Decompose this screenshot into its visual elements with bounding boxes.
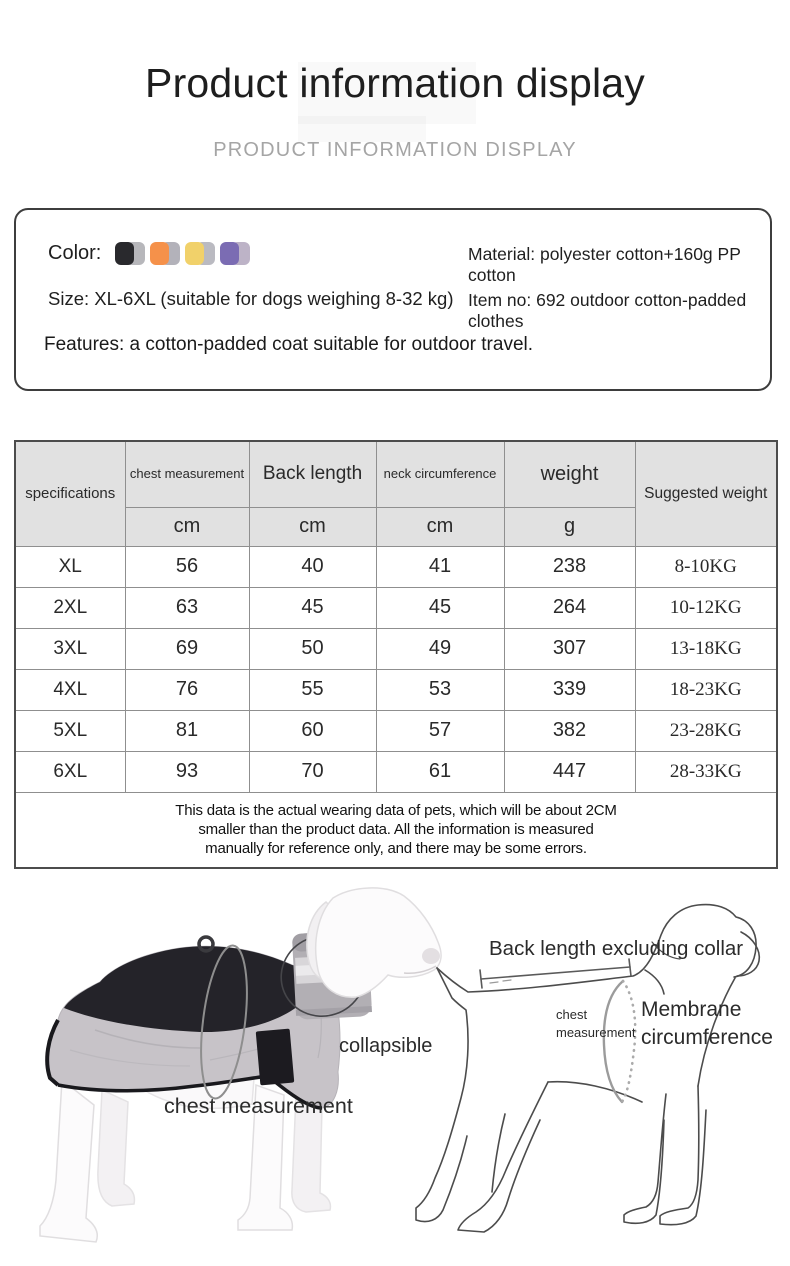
- back-length-cell: 50: [249, 628, 376, 669]
- neck-cell: 41: [376, 546, 504, 587]
- neck-cell: 45: [376, 587, 504, 628]
- back-length-cell: 60: [249, 710, 376, 751]
- chest-cell: 81: [125, 710, 249, 751]
- chest-girth-solid-arc: [604, 981, 623, 1102]
- back-length-cell: 55: [249, 669, 376, 710]
- dog-outline-front-leg: [660, 1086, 706, 1225]
- page-subtitle: PRODUCT INFORMATION DISPLAY: [213, 139, 577, 161]
- back-length-measure-line: [481, 967, 630, 979]
- color-swatches: [115, 242, 250, 265]
- color-swatch-black: [115, 242, 145, 265]
- dog-outline-belly: [548, 1082, 642, 1102]
- color-swatch-purple: [220, 242, 250, 265]
- weight-cell: 339: [504, 669, 635, 710]
- suggested-weight-cell: 23-28KG: [635, 710, 777, 751]
- chest-cell: 56: [125, 546, 249, 587]
- unit-cell-cm: cm: [249, 507, 376, 546]
- chest-cell: 93: [125, 751, 249, 792]
- label-membrane-line2: circumference: [641, 1026, 773, 1049]
- size-cell: 2XL: [15, 587, 125, 628]
- size-text: Size: XL-6XL (suitable for dogs weighing 8-32 kg): [48, 288, 454, 309]
- neck-cell: 57: [376, 710, 504, 751]
- swatch-left-half: [185, 242, 204, 265]
- size-cell: 3XL: [15, 628, 125, 669]
- dog-outline-collar-arc: [645, 970, 664, 994]
- dog-photo-illustration: [40, 888, 441, 1242]
- table-note-text: [16, 801, 776, 858]
- label-chest-measurement: chest measurement: [164, 1094, 353, 1118]
- measure-tick-right: [629, 959, 631, 976]
- dog-head: [316, 888, 441, 997]
- col-header-suggested-weight: Suggested weight: [635, 441, 777, 546]
- unit-cell-cm: cm: [125, 507, 249, 546]
- table-header-row-1: [15, 441, 777, 507]
- table-row-xl: [15, 546, 777, 587]
- swatch-left-half: [220, 242, 239, 265]
- suggested-weight-cell: 18-23KG: [635, 669, 777, 710]
- suggested-weight-cell: 10-12KG: [635, 587, 777, 628]
- dog-outline-hind-leg-far: [492, 1114, 505, 1192]
- size-cell: 6XL: [15, 751, 125, 792]
- weight-cell: 307: [504, 628, 635, 669]
- item-number-text: Item no: 692 outdoor cotton-padded clothes: [468, 290, 747, 332]
- size-cell: XL: [15, 546, 125, 587]
- chest-cell: 76: [125, 669, 249, 710]
- weight-cell: 447: [504, 751, 635, 792]
- weight-cell: 238: [504, 546, 635, 587]
- label-membrane-line1: Membrane: [641, 998, 742, 1021]
- material-text: Material: polyester cotton+160g PP cotton: [468, 244, 741, 286]
- weight-cell: 382: [504, 710, 635, 751]
- page-title: Product information display: [145, 60, 645, 106]
- label-back-length: Back length excluding collar: [489, 937, 744, 960]
- col-header-weight: weight: [504, 441, 635, 507]
- table-row-3xl: [15, 628, 777, 669]
- color-row: [48, 242, 250, 265]
- label-collapsible: collapsible: [339, 1035, 433, 1057]
- suggested-weight-cell: 13-18KG: [635, 628, 777, 669]
- size-cell: 4XL: [15, 669, 125, 710]
- features-text: Features: a cotton-padded coat suitable for outdoor travel.: [44, 334, 534, 355]
- size-cell: 5XL: [15, 710, 125, 751]
- table-note-cell: [15, 792, 777, 868]
- coat-patch: [256, 1029, 295, 1086]
- col-header-back-length: Back length: [249, 441, 376, 507]
- note-line: This data is the actual wearing data of pets, which will be about 2CM: [175, 802, 617, 820]
- neck-cell: 49: [376, 628, 504, 669]
- dog-hind-leg-far: [98, 1090, 135, 1206]
- weight-cell: 264: [504, 587, 635, 628]
- dog-nose: [422, 948, 440, 964]
- table-row-6xl: [15, 751, 777, 792]
- dog-outline-hind-leg: [458, 1082, 548, 1232]
- neck-cell: 53: [376, 669, 504, 710]
- col-header-neck-circumference: neck circumference: [376, 441, 504, 507]
- label-chest-small-line1: chest: [556, 1007, 588, 1022]
- measure-tick-left: [480, 970, 482, 988]
- back-length-cell: 40: [249, 546, 376, 587]
- color-swatch-yellow: [185, 242, 215, 265]
- table-note-row: [15, 792, 777, 868]
- note-line: manually for reference only, and there may be some errors.: [205, 840, 587, 858]
- color-label: Color:: [48, 242, 102, 264]
- dog-hind-leg-near: [40, 1080, 97, 1242]
- back-length-cell: 70: [249, 751, 376, 792]
- table-row-5xl: [15, 710, 777, 751]
- suggested-weight-cell: 28-33KG: [635, 751, 777, 792]
- col-header-specifications: specifications: [15, 441, 125, 546]
- neck-cell: 61: [376, 751, 504, 792]
- swatch-left-half: [150, 242, 169, 265]
- color-swatch-orange: [150, 242, 180, 265]
- chest-girth-dotted-arc: [622, 981, 635, 1102]
- table-row-2xl: [15, 587, 777, 628]
- dog-outline-front-leg-far: [624, 1094, 666, 1223]
- dog-outline-rear: [416, 968, 468, 1222]
- note-line: smaller than the product data. All the information is measured: [198, 821, 594, 839]
- table-row-4xl: [15, 669, 777, 710]
- unit-cell-cm: cm: [376, 507, 504, 546]
- measure-dashes: [490, 980, 511, 983]
- back-length-cell: 45: [249, 587, 376, 628]
- swatch-left-half: [115, 242, 134, 265]
- chest-cell: 63: [125, 587, 249, 628]
- label-chest-small-line2: measurement: [556, 1025, 636, 1040]
- suggested-weight-cell: 8-10KG: [635, 546, 777, 587]
- unit-cell-g: g: [504, 507, 635, 546]
- chest-cell: 69: [125, 628, 249, 669]
- spec-table: [14, 440, 778, 869]
- col-header-chest-measurement: chest measurement: [125, 441, 249, 507]
- product-info-box: [14, 208, 772, 391]
- measurement-diagram: [0, 880, 790, 1266]
